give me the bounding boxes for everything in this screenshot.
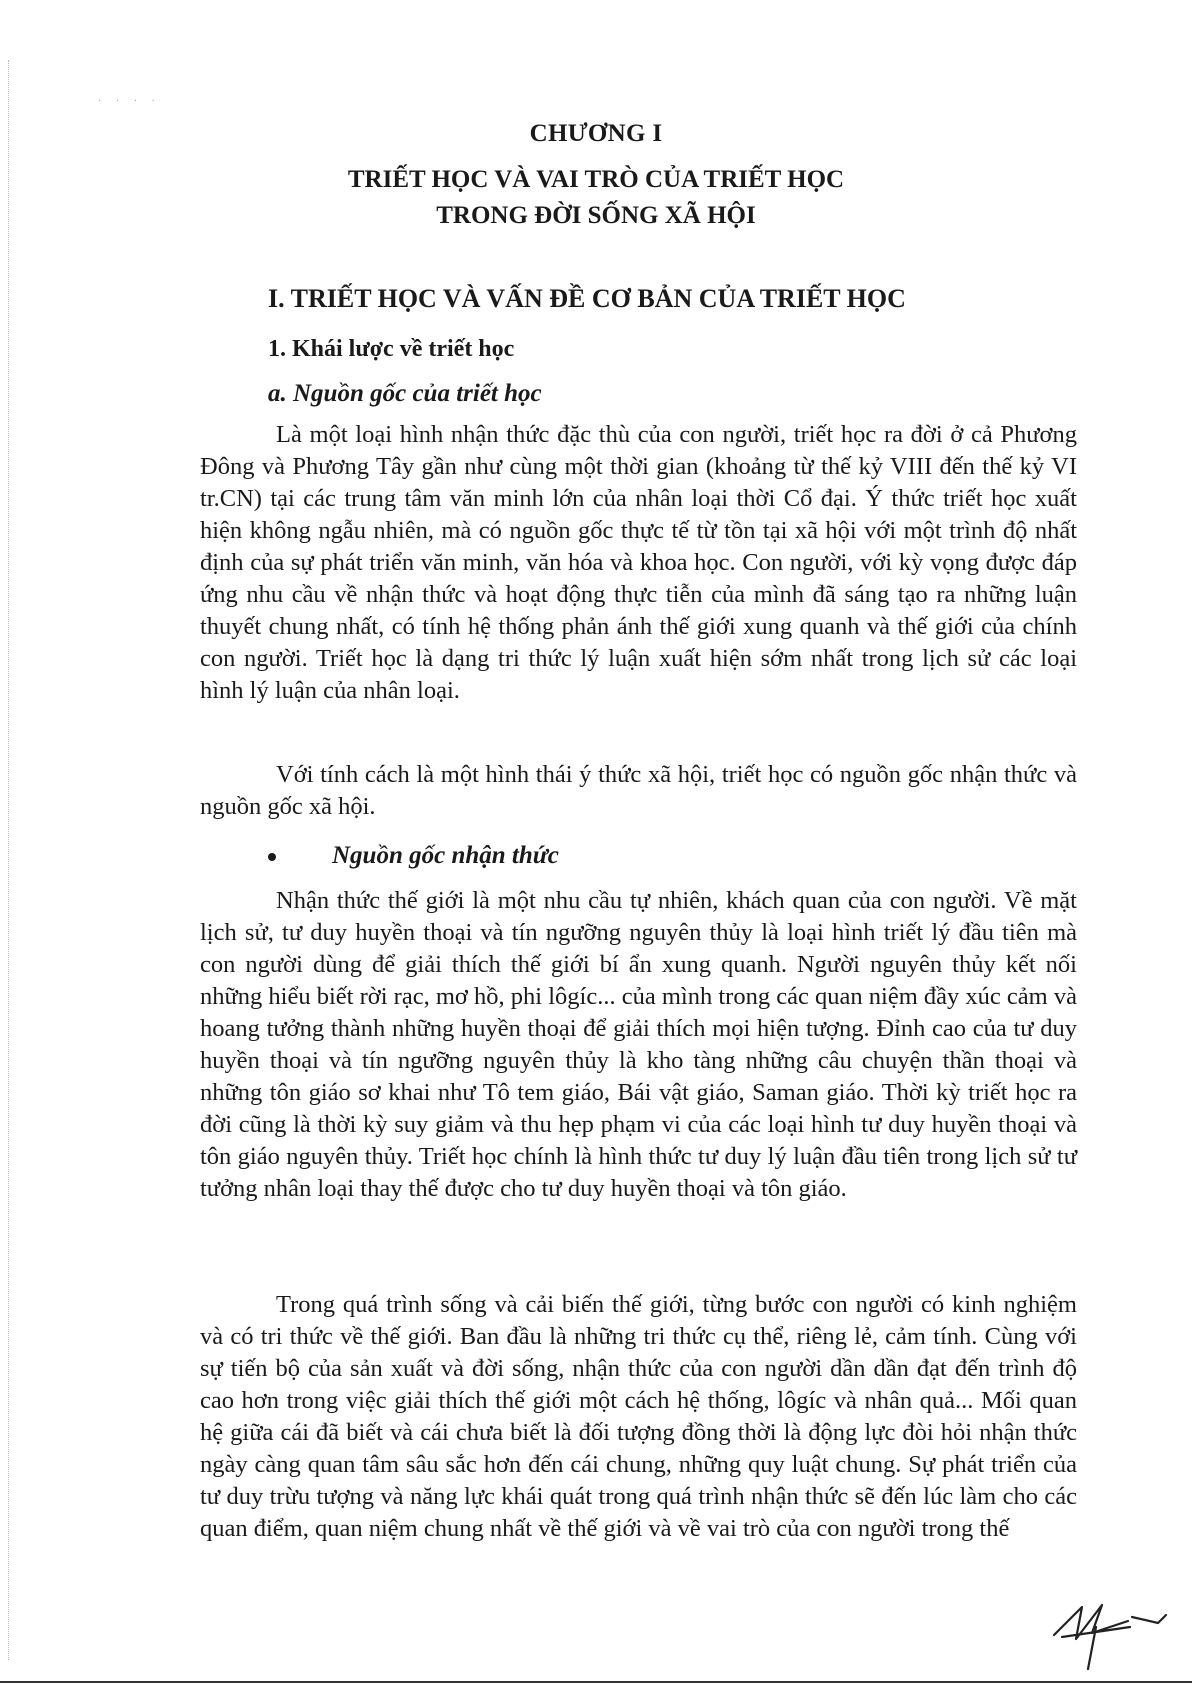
- paragraph-1: [200, 419, 1077, 707]
- bullet-heading-label: Nguồn gốc nhận thức: [332, 842, 559, 869]
- chapter-title-line1: TRIẾT HỌC VÀ VAI TRÒ CỦA TRIẾT HỌC: [347, 166, 845, 193]
- bullet-heading: [268, 842, 559, 870]
- chapter-title-line2: TRONG ĐỜI SỐNG XÃ HỘI: [436, 202, 756, 229]
- margin-scan-dots: [8, 60, 11, 1660]
- scan-bottom-edge: [0, 1681, 1192, 1683]
- paragraph-4: [200, 1289, 1077, 1545]
- chapter-heading: CHƯƠNG I: [529, 120, 663, 147]
- paragraph-text: Là một loại hình nhận thức đặc thù của con người, triết học ra đời ở cả Phương Đông và Phương Tây gần như cùng một thời gian (khoảng từ thế kỷ VIII đến thế kỷ VI tr.CN) tại các trung tâm văn minh lớn của nhân loại thời Cổ đại. Ý thức triết học xuất hiện không ngẫu nhiên, mà có nguồn gốc thực tế từ tồn tại xã hội với một trình độ nhất định của sự phát triển văn minh, văn hóa và khoa học. Con người, với kỳ vọng được đáp ứng nhu cầu về nhận thức và hoạt động thực tiễn của mình đã sáng tạo ra những luận thuyết chung nhất, có tính hệ thống phản ánh thế giới xung quanh và thế giới của chính con người. Triết học là dạng tri thức lý luận xuất hiện sớm nhất trong lịch sử các loại hình lý luận của nhân loại.: [200, 421, 1077, 704]
- handwritten-signature-icon: [1032, 1565, 1172, 1675]
- chapter-title: [0, 162, 1192, 234]
- section-heading: I. TRIẾT HỌC VÀ VẤN ĐỀ CƠ BẢN CỦA TRIẾT HỌC: [268, 284, 906, 313]
- paragraph-3: [200, 885, 1077, 1205]
- paragraph-2: [200, 759, 1077, 823]
- paragraph-text: Với tính cách là một hình thái ý thức xã hội, triết học có nguồn gốc nhận thức và nguồn gốc xã hội.: [200, 761, 1077, 820]
- subsection-heading: 1. Khái lược về triết học: [268, 336, 515, 362]
- scan-specks: · · · ·: [98, 96, 161, 107]
- paragraph-text: Nhận thức thế giới là một nhu cầu tự nhiên, khách quan của con người. Về mặt lịch sử, tư duy huyền thoại và tín ngưỡng nguyên thủy là loại hình triết lý đầu tiên mà con người dùng để giải thích thế giới bí ẩn xung quanh. Người nguyên thủy kết nối những hiểu biết rời rạc, mơ hồ, phi lôgíc... của mình trong các quan niệm đầy xúc cảm và hoang tưởng thành những huyền thoại để giải thích mọi hiện tượng. Đỉnh cao của tư duy huyền thoại và tín ngưỡng nguyên thủy là kho tàng những câu chuyện thần thoại và những tôn giáo sơ khai như Tô tem giáo, Bái vật giáo, Saman giáo. Thời kỳ triết học ra đời cũng là thời kỳ suy giảm và thu hẹp phạm vi của các loại hình tư duy huyền thoại và tôn giáo nguyên thủy. Triết học chính là hình thức tư duy lý luận đầu tiên trong lịch sử tư tưởng nhân loại thay thế được cho tư duy huyền thoại và tôn giáo.: [200, 887, 1077, 1202]
- subsubsection-heading: a. Nguồn gốc của triết học: [268, 380, 542, 407]
- bullet-icon: [268, 853, 276, 861]
- paragraph-text: Trong quá trình sống và cải biến thế giới, từng bước con người có kinh nghiệm và có tri thức về thế giới. Ban đầu là những tri thức cụ thể, riêng lẻ, cảm tính. Cùng với sự tiến bộ của sản xuất và đời sống, nhận thức của con người dần dần đạt đến trình độ cao hơn trong việc giải thích thế giới một cách hệ thống, lôgíc và nhân quả... Mối quan hệ giữa cái đã biết và cái chưa biết là đối tượng đồng thời là động lực đòi hỏi nhận thức ngày càng quan tâm sâu sắc hơn đến cái chung, những quy luật chung. Sự phát triển của tư duy trừu tượng và năng lực khái quát trong quá trình nhận thức sẽ đến lúc làm cho các quan điểm, quan niệm chung nhất về thế giới và về vai trò của con người trong thế: [200, 1291, 1077, 1542]
